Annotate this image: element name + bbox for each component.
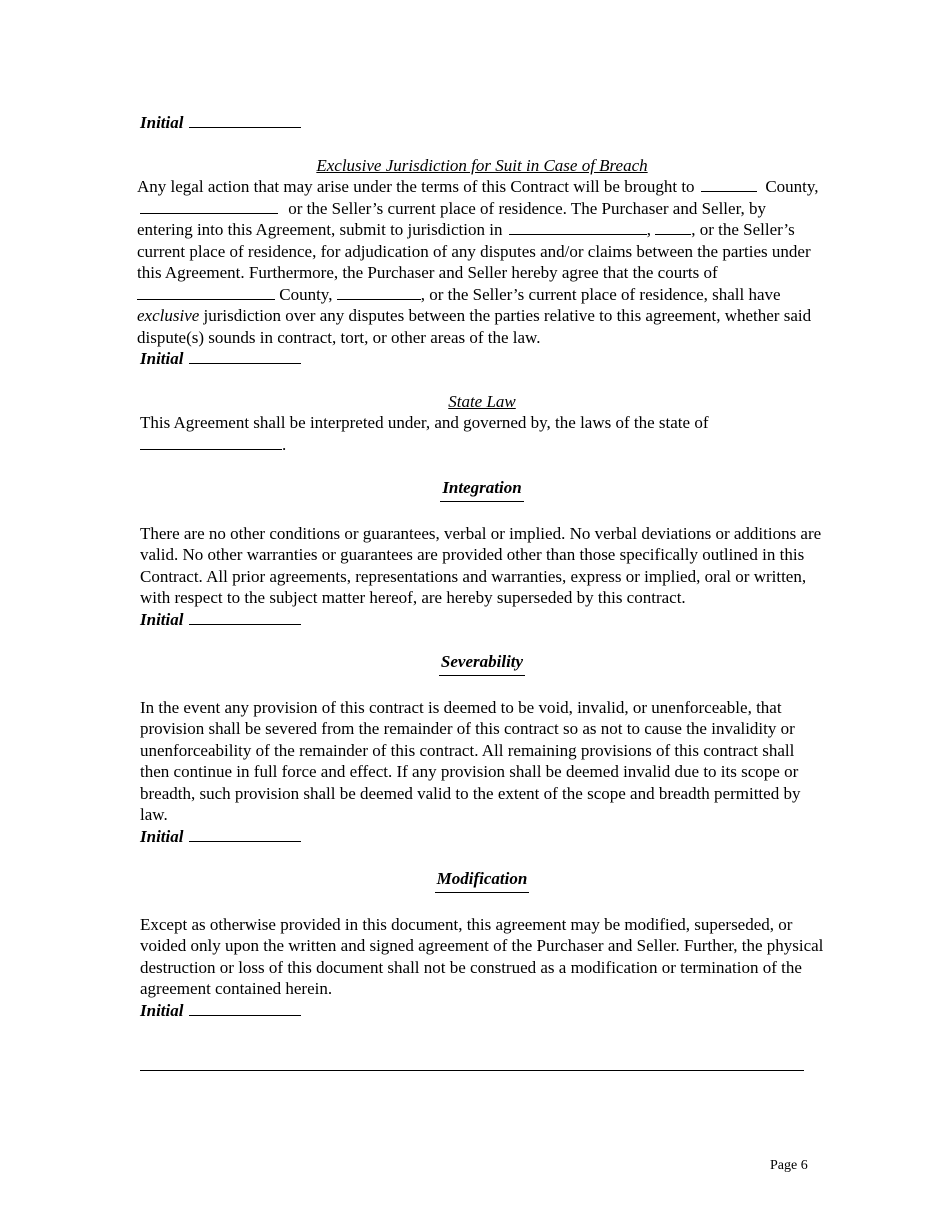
initial-line-4 (140, 826, 824, 848)
signature-line[interactable] (140, 1070, 804, 1071)
state-law-sentence: This Agreement shall be interpreted under, and governed by, the laws of the state of (140, 413, 709, 432)
exclusive-emphasis: exclusive (137, 306, 200, 325)
state-law-blank[interactable] (140, 434, 282, 450)
jurisdiction-text-2: County, (765, 177, 819, 196)
initial-blank[interactable] (189, 112, 301, 128)
state-law-title: State Law (448, 391, 516, 411)
state-blank-2[interactable] (655, 219, 691, 235)
integration-title (140, 477, 824, 502)
modification-title-text: Modification (435, 868, 530, 893)
county-blank-1[interactable] (701, 176, 757, 192)
initial-line-5 (140, 1000, 824, 1022)
jurisdiction-text-4: , (646, 220, 651, 239)
integration-title-text: Integration (440, 477, 523, 502)
state-blank-3[interactable] (337, 284, 421, 300)
initial-blank[interactable] (189, 348, 301, 364)
initial-label: Initial (140, 349, 184, 368)
severability-text: In the event any provision of this contract is deemed to be void, invalid, or unenforceable, that provision shall be severed from the remainder of this contract so as not to cause the invalidity or unenforceability of the remainder of this contract. All remaining provisions of this contract shall then continue in full force and effect. If any provision shall be deemed invalid due to its scope or breadth, such provision shall be deemed valid to the extent of the scope and breadth permitted by law. (140, 697, 801, 824)
modification-title (140, 868, 824, 893)
initial-blank[interactable] (189, 826, 301, 842)
integration-text: There are no other conditions or guarantees, verbal or implied. No verbal deviations or additions are valid. No other warranties or guarantees are provided other than those specifically outlined in this Contract. All prior agreements, representations and warranties, express or implied, oral or written, with respect to the subject matter hereof, are hereby superseded by this contract. (140, 523, 822, 607)
county-blank-3[interactable] (137, 284, 275, 300)
jurisdiction-text (137, 176, 824, 348)
jurisdiction-text-1: Any legal action that may arise under the terms of this Contract will be brought to (137, 177, 695, 196)
initial-label: Initial (140, 1000, 184, 1020)
jurisdiction-title: Exclusive Jurisdiction for Suit in Case of Breach (316, 155, 648, 175)
initial-blank[interactable] (189, 609, 301, 625)
document-body (137, 112, 824, 1021)
jurisdiction-text-9: jurisdiction over any disputes between the parties relative to this agreement, whether said dispute(s) sounds in contract, tort, or other areas of the law. (137, 306, 812, 347)
state-law-period: . (282, 434, 287, 454)
jurisdiction-text-6: County, (279, 284, 333, 304)
initial-label: Initial (140, 609, 184, 629)
jurisdiction-text-5: , or the Seller’s current place of residence, for adjudication of any disputes and/or claims between the parties under this Agreement. Furthermore, the Purchaser and Seller hereby agree that the courts of (137, 220, 811, 282)
initial-label: Initial (140, 826, 184, 846)
state-law-text (140, 412, 824, 455)
jurisdiction-text-3: or the Seller’s current place of residence. The Purchaser and Seller, by entering into this Agreement, submit to jurisdiction in (137, 198, 767, 239)
page-number: Page 6 (770, 1158, 808, 1173)
modification-text: Except as otherwise provided in this document, this agreement may be modified, superseded, or voided only upon the written and signed agreement of the Purchaser and Seller. Further, the physical destruction or loss of this document shall not be construed as a modification or termination of the agreement contained herein. (140, 914, 824, 998)
severability-title-text: Severability (439, 651, 525, 676)
severability-title (140, 651, 824, 676)
initial-line-3 (140, 609, 824, 631)
jurisdiction-text-7: , or the Seller’s current place of residence, shall have (420, 284, 781, 304)
county-blank-2[interactable] (509, 219, 647, 235)
initial-blank[interactable] (189, 1000, 301, 1016)
initial-line-2 (140, 348, 824, 370)
initial-label: Initial (140, 113, 184, 132)
state-blank-1[interactable] (140, 198, 278, 214)
initial-line-1 (140, 112, 824, 134)
